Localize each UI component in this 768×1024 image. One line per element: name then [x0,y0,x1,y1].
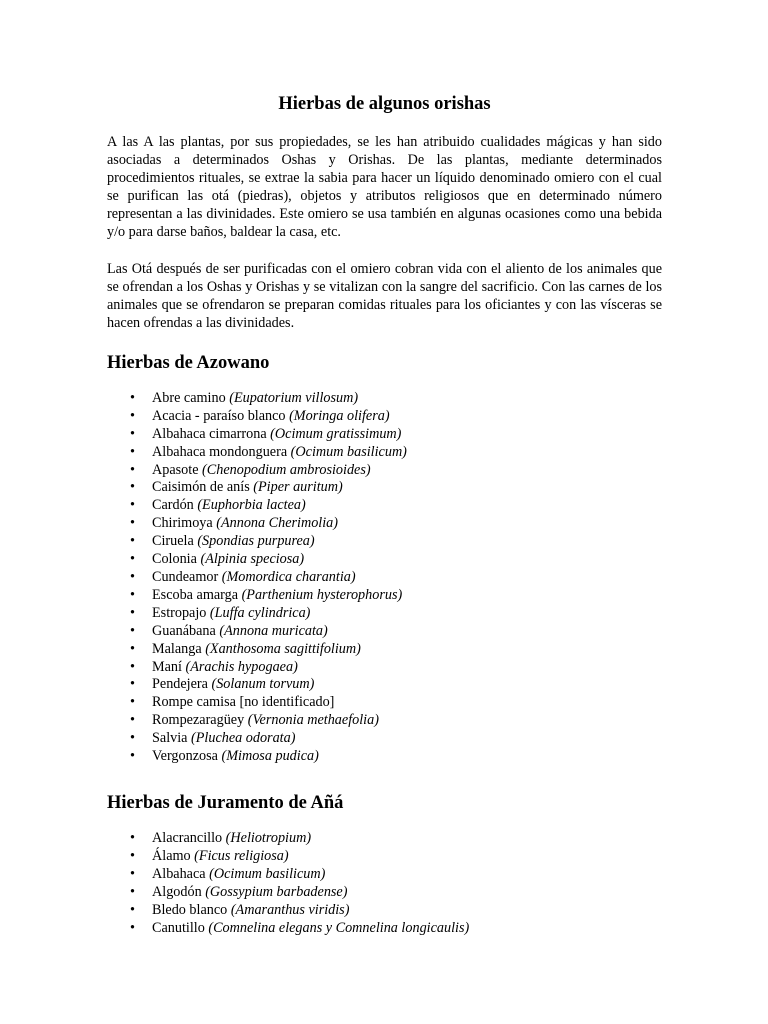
bullet-icon: • [130,694,135,711]
herb-list-item [107,605,662,623]
herb-scientific-name: (Solanum torvum) [211,676,315,693]
bullet-icon: • [130,883,135,900]
bullet-icon: • [130,497,135,514]
herb-list-item [107,408,662,426]
bullet-icon: • [130,622,135,639]
herb-common-name: Pendejera [152,676,208,693]
herb-scientific-name: (Pluchea odorata) [191,730,296,747]
herb-list-item [107,920,662,938]
herb-scientific-name: (Ocimum basilicum) [290,443,407,460]
section-heading-juramento-ana: Hierbas de Juramento de Añá [107,792,344,813]
herb-list-item [107,551,662,569]
bullet-icon: • [130,748,135,765]
herb-list-azowano [107,390,662,766]
bullet-icon: • [130,919,135,936]
bullet-icon: • [130,730,135,747]
herb-common-name: Vergonzosa [152,748,218,765]
herb-scientific-name: (Alpinia speciosa) [200,551,305,568]
herb-common-name: Álamo [152,847,191,864]
herb-list-item [107,641,662,659]
herb-scientific-name: (Annona muricata) [219,622,328,639]
herb-scientific-name: (Amaranthus viridis) [230,901,350,918]
herb-scientific-name: (Ficus religiosa) [194,847,289,864]
herb-common-name: Escoba amarga [152,586,239,603]
herb-list-item [107,479,662,497]
herb-common-name: Rompe camisa [no identificado] [152,694,335,711]
herb-list-item [107,587,662,605]
bullet-icon: • [130,586,135,603]
herb-common-name: Albahaca cimarrona [152,425,267,442]
herb-scientific-name: (Gossypium barbadense) [205,883,348,900]
bullet-icon: • [130,425,135,442]
herb-common-name: Bledo blanco [152,901,228,918]
bullet-icon: • [130,640,135,657]
bullet-icon: • [130,847,135,864]
herb-list-item [107,694,662,712]
herb-scientific-name: (Parthenium hysterophorus) [241,586,403,603]
herb-list-item [107,533,662,551]
herb-list-item [107,426,662,444]
herb-scientific-name: (Mimosa pudica) [221,748,319,765]
herb-list-item [107,866,662,884]
herb-common-name: Abre camino [152,389,226,406]
bullet-icon: • [130,901,135,918]
herb-list-item [107,848,662,866]
herb-common-name: Ciruela [152,533,194,550]
herb-list-item [107,569,662,587]
herb-common-name: Apasote [152,461,199,478]
bullet-icon: • [130,389,135,406]
bullet-icon: • [130,551,135,568]
herb-common-name: Colonia [152,551,197,568]
herb-list-item [107,830,662,848]
herb-scientific-name: (Moringa olifera) [289,407,390,424]
section-heading-azowano: Hierbas de Azowano [107,352,270,373]
herb-list-item [107,444,662,462]
herb-scientific-name: (Spondias purpurea) [197,533,315,550]
bullet-icon: • [130,658,135,675]
herb-common-name: Estropajo [152,604,207,621]
herb-common-name: Albahaca mondonguera [152,443,288,460]
herb-list-item [107,623,662,641]
intro-paragraph-2: Las Otá después de ser purificadas con el omiero cobran vida con el aliento de los animales que se ofrendan a los Oshas y Orishas y se vitalizan con la sangre del sacrificio. Con las carnes de los animales que se ofrendaron se preparan comidas rituales para los oficiantes y con las vísceras se hacen ofrendas a las divinidades. [107,260,662,331]
herb-common-name: Algodón [152,883,202,900]
bullet-icon: • [130,443,135,460]
herb-common-name: Cardón [152,497,194,514]
bullet-icon: • [130,676,135,693]
herb-scientific-name: (Eupatorium villosum) [229,389,359,406]
herb-scientific-name: (Ocimum gratissimum) [270,425,402,442]
herb-common-name: Chirimoya [152,515,213,532]
herb-common-name: Caisimón de anís [152,479,250,496]
herb-list-item [107,515,662,533]
bullet-icon: • [130,829,135,846]
herb-common-name: Salvia [152,730,188,747]
herb-scientific-name: (Ocimum basilicum) [209,865,326,882]
bullet-icon: • [130,865,135,882]
herb-common-name: Maní [152,658,182,675]
herb-common-name: Acacia - paraíso blanco [152,407,286,424]
bullet-icon: • [130,569,135,585]
herb-scientific-name: (Arachis hypogaea) [185,658,298,675]
herb-common-name: Canutillo [152,919,205,936]
herb-scientific-name: (Euphorbia lactea) [197,497,306,514]
herb-common-name: Guanábana [152,622,216,639]
herb-common-name: Albahaca [152,865,206,882]
bullet-icon: • [130,604,135,621]
bullet-icon: • [130,533,135,550]
herb-scientific-name: (Annona Cherimolia) [216,515,338,532]
herb-scientific-name: (Piper auritum) [253,479,343,496]
herb-scientific-name: (Xanthosoma sagittifolium) [205,640,361,657]
herb-list-item [107,462,662,480]
herb-scientific-name: (Heliotropium) [225,829,312,846]
herb-list-item [107,902,662,920]
bullet-icon: • [130,407,135,424]
document-title: Hierbas de algunos orishas [278,94,491,114]
herb-list-item [107,676,662,694]
herb-list-item [107,884,662,902]
intro-paragraph-1: A las A las plantas, por sus propiedades, se les han atribuido cualidades mágicas y han sido asociadas a determinados Oshas y Orishas. De las plantas, mediante determinados procedimientos rituales, se extrae la sabia para hacer un líquido denominado omiero con el cual se purifican las otá (piedras), objetos y atributos religiosos que en determinado número representan a las divinidades. Este omiero se usa también en algunas ocasiones como una bebida y/o para darse baños, baldear la casa, etc. [107,134,662,241]
herb-list-juramento-ana [107,830,662,937]
herb-list-item [107,659,662,677]
herb-common-name: Malanga [152,640,202,657]
herb-list-item [107,730,662,748]
bullet-icon: • [130,479,135,496]
herb-common-name: Rompezaragüey [152,712,245,729]
bullet-icon: • [130,461,135,478]
herb-scientific-name: (Momordica charantia) [221,569,356,585]
herb-common-name: Cundeamor [152,569,219,585]
herb-scientific-name: (Chenopodium ambrosioides) [202,461,371,478]
herb-scientific-name: (Comnelina elegans y Comnelina longicaulis) [208,919,470,936]
herb-list-item [107,390,662,408]
herb-list-item [107,712,662,730]
bullet-icon: • [130,515,135,532]
herb-scientific-name: (Luffa cylindrica) [209,604,311,621]
herb-scientific-name: (Vernonia methaefolia) [247,712,379,729]
bullet-icon: • [130,712,135,729]
herb-common-name: Alacrancillo [152,829,223,846]
herb-list-item [107,748,662,766]
herb-list-item [107,497,662,515]
